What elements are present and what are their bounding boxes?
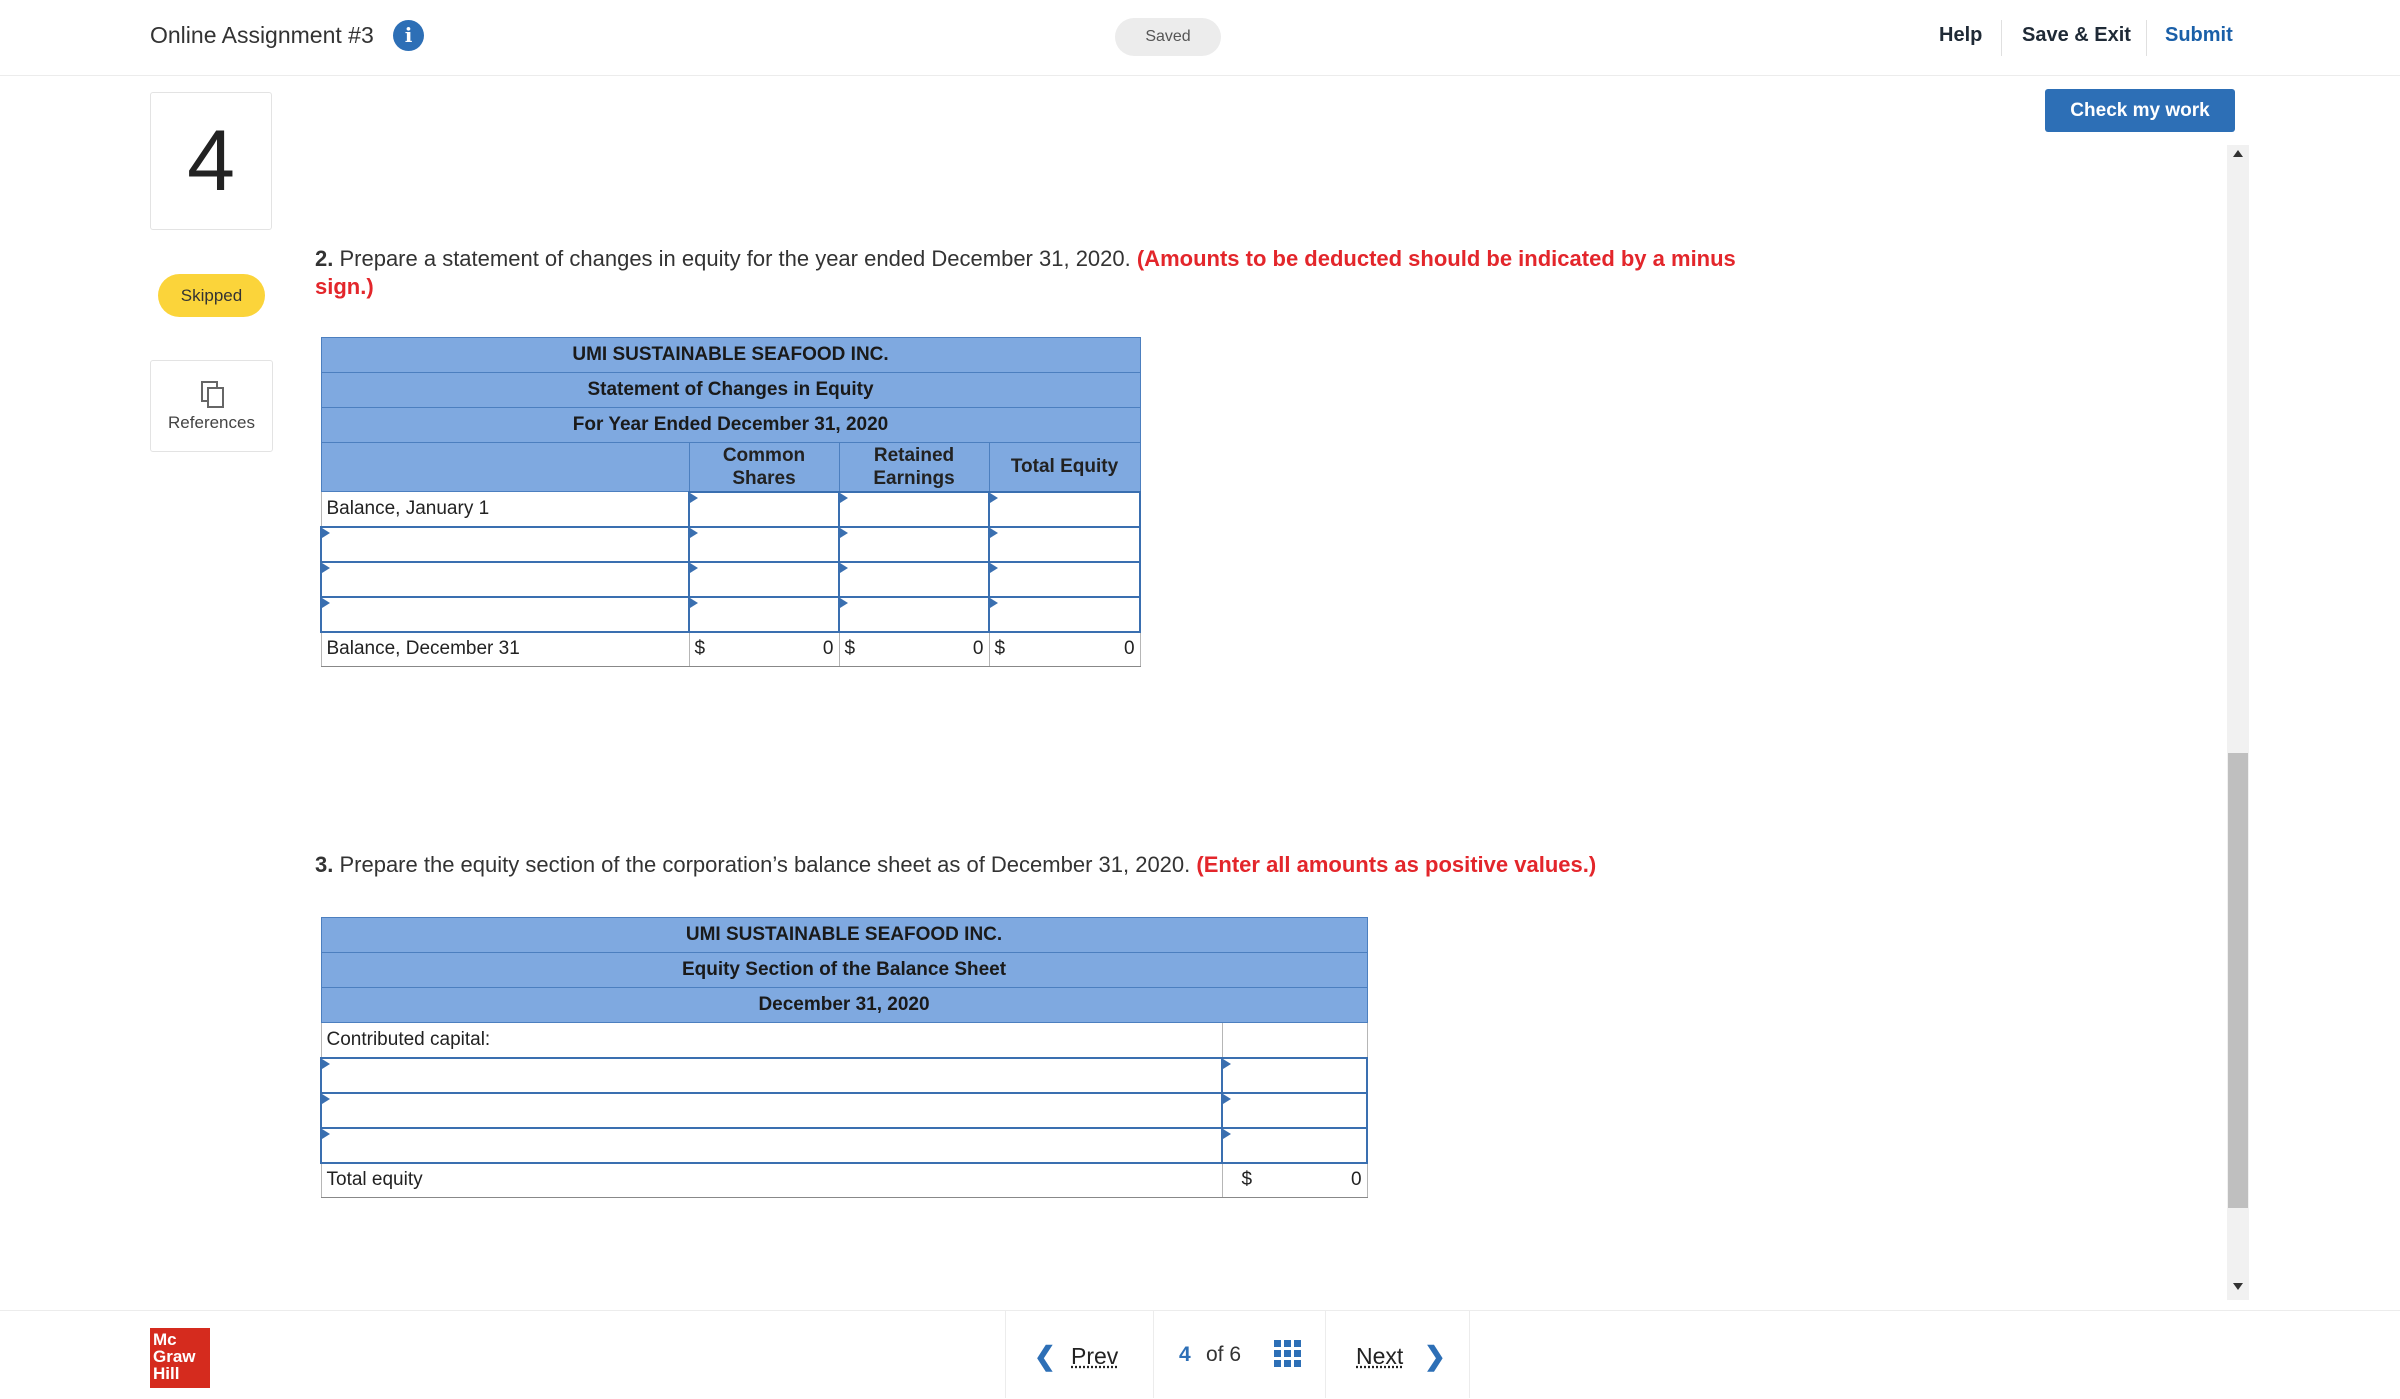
question-2-text: Prepare a statement of changes in equity for the year ended December 31, 2020.	[333, 246, 1137, 271]
question-3-note: (Enter all amounts as positive values.)	[1196, 852, 1597, 877]
logo-line: Graw	[153, 1347, 196, 1366]
mcgraw-hill-logo	[150, 1328, 210, 1388]
input-row-3-amount[interactable]	[1222, 1128, 1367, 1163]
info-icon[interactable]: i	[393, 20, 424, 51]
total-equity	[989, 632, 1140, 667]
column-header-total-equity: Total Equity	[989, 443, 1140, 492]
divider	[2146, 20, 2147, 56]
total-common-shares	[689, 632, 839, 667]
saved-status-badge: Saved	[1115, 18, 1221, 56]
input-row-1-common-shares[interactable]	[689, 527, 839, 562]
help-link[interactable]: Help	[1939, 24, 1983, 46]
input-row-1-label[interactable]	[321, 1058, 1222, 1093]
next-button[interactable]	[1325, 1311, 1470, 1398]
question-2-prompt	[315, 245, 1745, 301]
input-common-shares-jan[interactable]	[689, 492, 839, 527]
question-3-text: Prepare the equity section of the corporation’s balance sheet as of December 31, 2020.	[333, 852, 1197, 877]
logo-line: Hill	[153, 1364, 180, 1383]
scroll-down-arrow-icon[interactable]	[2233, 1283, 2243, 1290]
status-badge: Skipped	[158, 274, 265, 317]
input-row-2-total-equity[interactable]	[989, 562, 1140, 597]
assignment-title: Online Assignment #3	[150, 22, 374, 48]
equity-section-table	[320, 917, 1368, 1198]
input-row-3-common-shares[interactable]	[689, 597, 839, 632]
input-row-2-label[interactable]	[321, 562, 689, 597]
input-row-3-label[interactable]	[321, 597, 689, 632]
currency-symbol: $	[994, 638, 1006, 660]
row-label-balance-jan: Balance, January 1	[321, 492, 689, 527]
logo-line: Mc	[153, 1330, 177, 1349]
column-header-common-shares: Common Shares	[689, 443, 839, 492]
section-date: December 31, 2020	[321, 988, 1367, 1023]
input-row-2-common-shares[interactable]	[689, 562, 839, 597]
column-header-retained-earnings: Retained Earnings	[839, 443, 989, 492]
top-bar	[0, 0, 2400, 76]
column-header-blank	[321, 443, 689, 492]
total-value: 0	[1123, 638, 1135, 660]
total-retained-earnings	[839, 632, 989, 667]
row-label-contributed-capital: Contributed capital:	[321, 1023, 1222, 1058]
statement-of-changes-table	[320, 337, 1141, 667]
input-row-3-total-equity[interactable]	[989, 597, 1140, 632]
save-exit-link[interactable]: Save & Exit	[2022, 24, 2131, 46]
references-button[interactable]	[150, 360, 273, 452]
row-label-total-equity: Total equity	[321, 1163, 1222, 1198]
input-row-3-label[interactable]	[321, 1128, 1222, 1163]
input-retained-earnings-jan[interactable]	[839, 492, 989, 527]
page-navigator[interactable]	[1153, 1311, 1325, 1398]
footer	[0, 1310, 2400, 1399]
total-value: 0	[822, 638, 834, 660]
input-row-1-amount[interactable]	[1222, 1058, 1367, 1093]
blank-cell	[1222, 1023, 1367, 1058]
chevron-left-icon: ❮	[1034, 1341, 1056, 1371]
input-row-1-label[interactable]	[321, 527, 689, 562]
grid-icon[interactable]	[1274, 1340, 1301, 1367]
prev-label: Prev	[1071, 1343, 1119, 1369]
company-name: UMI SUSTAINABLE SEAFOOD INC.	[321, 338, 1140, 373]
next-label: Next	[1356, 1343, 1404, 1369]
row-label-balance-dec: Balance, December 31	[321, 632, 689, 667]
question-2-note: (Amounts to be deducted should be indicated by a minus sign.)	[315, 246, 1736, 299]
question-number: 4	[150, 92, 272, 230]
page-count: of 6	[1206, 1343, 1242, 1366]
statement-title: Statement of Changes in Equity	[321, 373, 1140, 408]
divider	[2001, 20, 2002, 56]
scrollbar-thumb[interactable]	[2228, 753, 2248, 1208]
question-3-prompt	[315, 851, 1815, 879]
current-page-number: 4	[1179, 1343, 1191, 1366]
prev-button[interactable]	[1005, 1311, 1153, 1398]
scroll-up-arrow-icon[interactable]	[2233, 150, 2243, 157]
input-row-3-retained-earnings[interactable]	[839, 597, 989, 632]
section-title: Equity Section of the Balance Sheet	[321, 953, 1367, 988]
question-3-number: 3.	[315, 852, 334, 877]
total-value: 0	[972, 638, 984, 660]
currency-symbol: $	[844, 638, 856, 660]
question-2-number: 2.	[315, 246, 334, 271]
check-my-work-button[interactable]: Check my work	[2045, 89, 2235, 132]
statement-period: For Year Ended December 31, 2020	[321, 408, 1140, 443]
company-name: UMI SUSTAINABLE SEAFOOD INC.	[321, 918, 1367, 953]
total-equity-amount	[1222, 1163, 1367, 1198]
input-row-2-amount[interactable]	[1222, 1093, 1367, 1128]
copy-icon	[198, 379, 228, 409]
submit-link[interactable]: Submit	[2165, 24, 2233, 46]
chevron-right-icon: ❯	[1424, 1341, 1446, 1371]
input-row-1-retained-earnings[interactable]	[839, 527, 989, 562]
input-total-equity-jan[interactable]	[989, 492, 1140, 527]
input-row-2-label[interactable]	[321, 1093, 1222, 1128]
currency-symbol: $	[1241, 1169, 1253, 1191]
currency-symbol: $	[694, 638, 706, 660]
input-row-2-retained-earnings[interactable]	[839, 562, 989, 597]
input-row-1-total-equity[interactable]	[989, 527, 1140, 562]
references-label: References	[168, 413, 255, 432]
total-value: 0	[1350, 1169, 1362, 1191]
